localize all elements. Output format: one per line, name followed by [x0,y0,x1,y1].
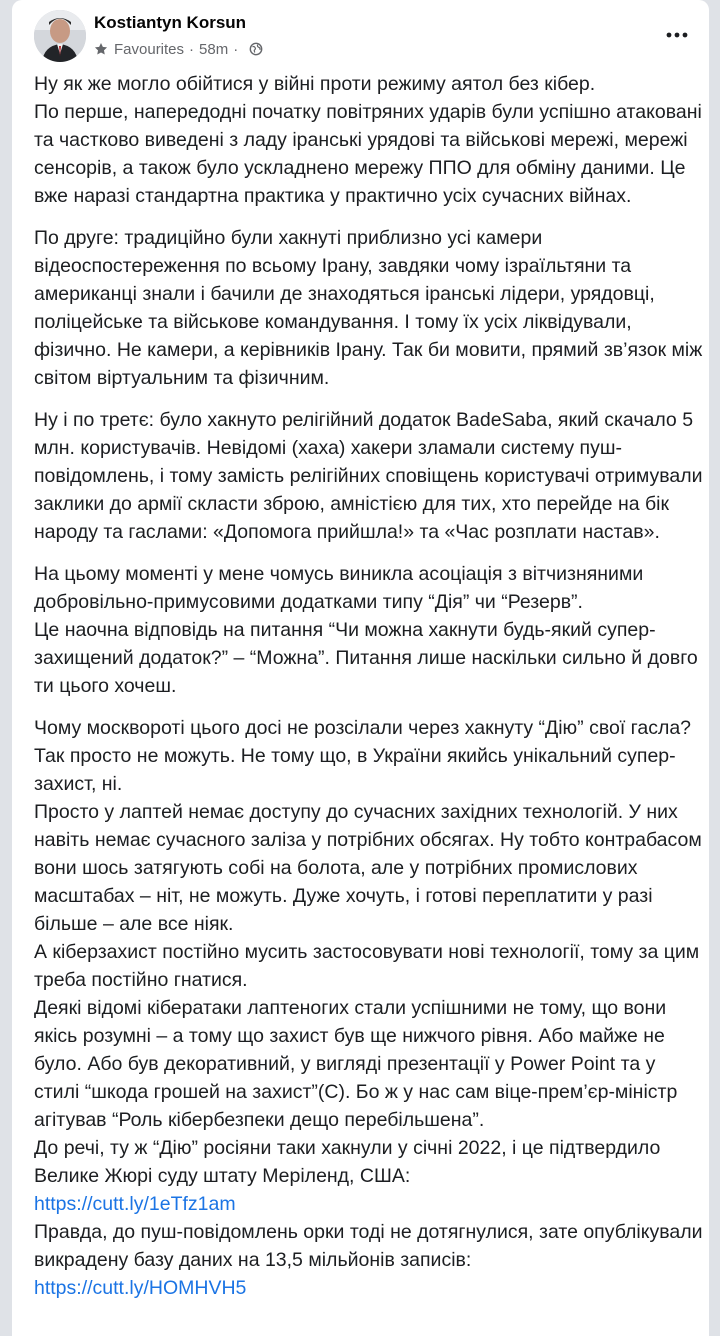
avatar-image [34,10,86,62]
meta-separator: · [189,40,195,58]
more-options-button[interactable] [657,16,697,52]
link-cutt-1[interactable]: https://cutt.ly/1eTfz1am [34,1193,236,1215]
post-paragraph: Чому москвороті цього досі не розсілали через хакнуту “Дію” свої гасла? Так просто не можуть. Не тому що, в України якийсь унікальний супер-захист, ні. [34,717,692,795]
post-paragraph: А кіберзахист постійно мусить застосовувати нові технології, тому за цим треба постійно гнатися. [34,941,700,991]
post-paragraph: Ну як же могло обійтися у війні проти режиму аятол без кібер. [34,73,596,95]
globe-icon [249,42,263,56]
post-paragraph: По друге: традиційно були хакнуті приблизно усі камери відеоспостереження по всьому Ірану, завдяки чому ізраїльтяни та американці знали і бачили де знаходяться іранські лідери, урядовці, поліцейське та військове командування. І тому їх усіх ліквідували, фізично. Не камери, а керівників Ірану. Так би мовити, прямий зв’язок між світом віртуальним та фізичним. [34,227,703,389]
post-paragraph: До речі, ту ж “Дію” росіяни таки хакнули у січні 2022, і це підтвердило Велике Жюрі суду штату Меріленд, США: [34,1137,661,1187]
post-paragraph: По перше, напередодні початку повітряних ударів були успішно атаковані та частково виведені з ладу іранські урядові та військові мережі, мережі сенсорів, а також було ускладнено мережу ППО для обміну даними. Це вже наразі стандартна практика у практично усіх сучасних війнах. [34,101,702,207]
post-paragraph: Це наочна відповідь на питання “Чи можна хакнути будь-який супер-захищений додаток?” – “Можна”. Питання лише наскільки сильно й довго ти цього хочеш. [34,619,698,697]
more-icon [666,25,688,43]
link-cutt-2[interactable]: https://cutt.ly/HOMHVH5 [34,1277,247,1299]
post-card [12,0,709,1336]
post-paragraph: На цьому моменті у мене чомусь виникла асоціація з вітчизняними добровільно-примусовими додатками типу “Дія” чи “Резерв”. [34,563,644,613]
link-1-row [34,1190,706,1218]
audience-label[interactable]: Favourites [114,40,185,58]
post-paragraph: Ну і по третє: було хакнуто релігійний додаток BadeSaba, який скачало 5 млн. користувачів. Невідомі (хаха) хакери зламали систему пуш-повідомлень, і тому замість релігійних сповіщень користувачі отримували заклики до армії скласти зброю, амністією для тих, хто перейде на бік народу та гаслами: «Допомога прийшла!» та «Час розплати настав». [34,409,703,543]
meta-separator-2: · [233,40,239,58]
post-paragraph: Деякі відомі кібератаки лаптеногих стали успішними не тому, що вони якісь розумні – а тому що захист був ще нижчого рівня. Або майже не було. Або був декоративний, у вигляді презентації у Power Point та у стилі “шкода грошей на захист”(С). Бо ж у нас сам віце-прем’єр-міністр агітував “Роль кібербезпеки дещо перебільшена”. [34,997,678,1131]
link-2-row [34,1274,706,1302]
post-paragraph: Просто у лаптей немає доступу до сучасних західних технологій. У них навіть немає сучасного заліза у потрібних обсягах. Ну тобто контрабасом вони шось затягують собі на болота, але у потрібних промислових масштабах – ніт, не можуть. Дуже хочуть, і готові переплатити у разі більше – але все ніяк. [34,801,702,935]
post-body [34,70,706,1302]
avatar[interactable] [34,10,86,62]
post-paragraph: Правда, до пуш-повідомлень орки тоді не дотягнулися, зате опублікували викрадену базу даних на 13,5 мільйонів записів: [34,1221,703,1271]
post-time[interactable]: 58m [199,40,229,58]
post-meta [94,40,263,58]
star-icon [94,42,108,56]
author-name[interactable]: Kostiantyn Korsun [94,13,247,32]
post-header [12,0,709,70]
